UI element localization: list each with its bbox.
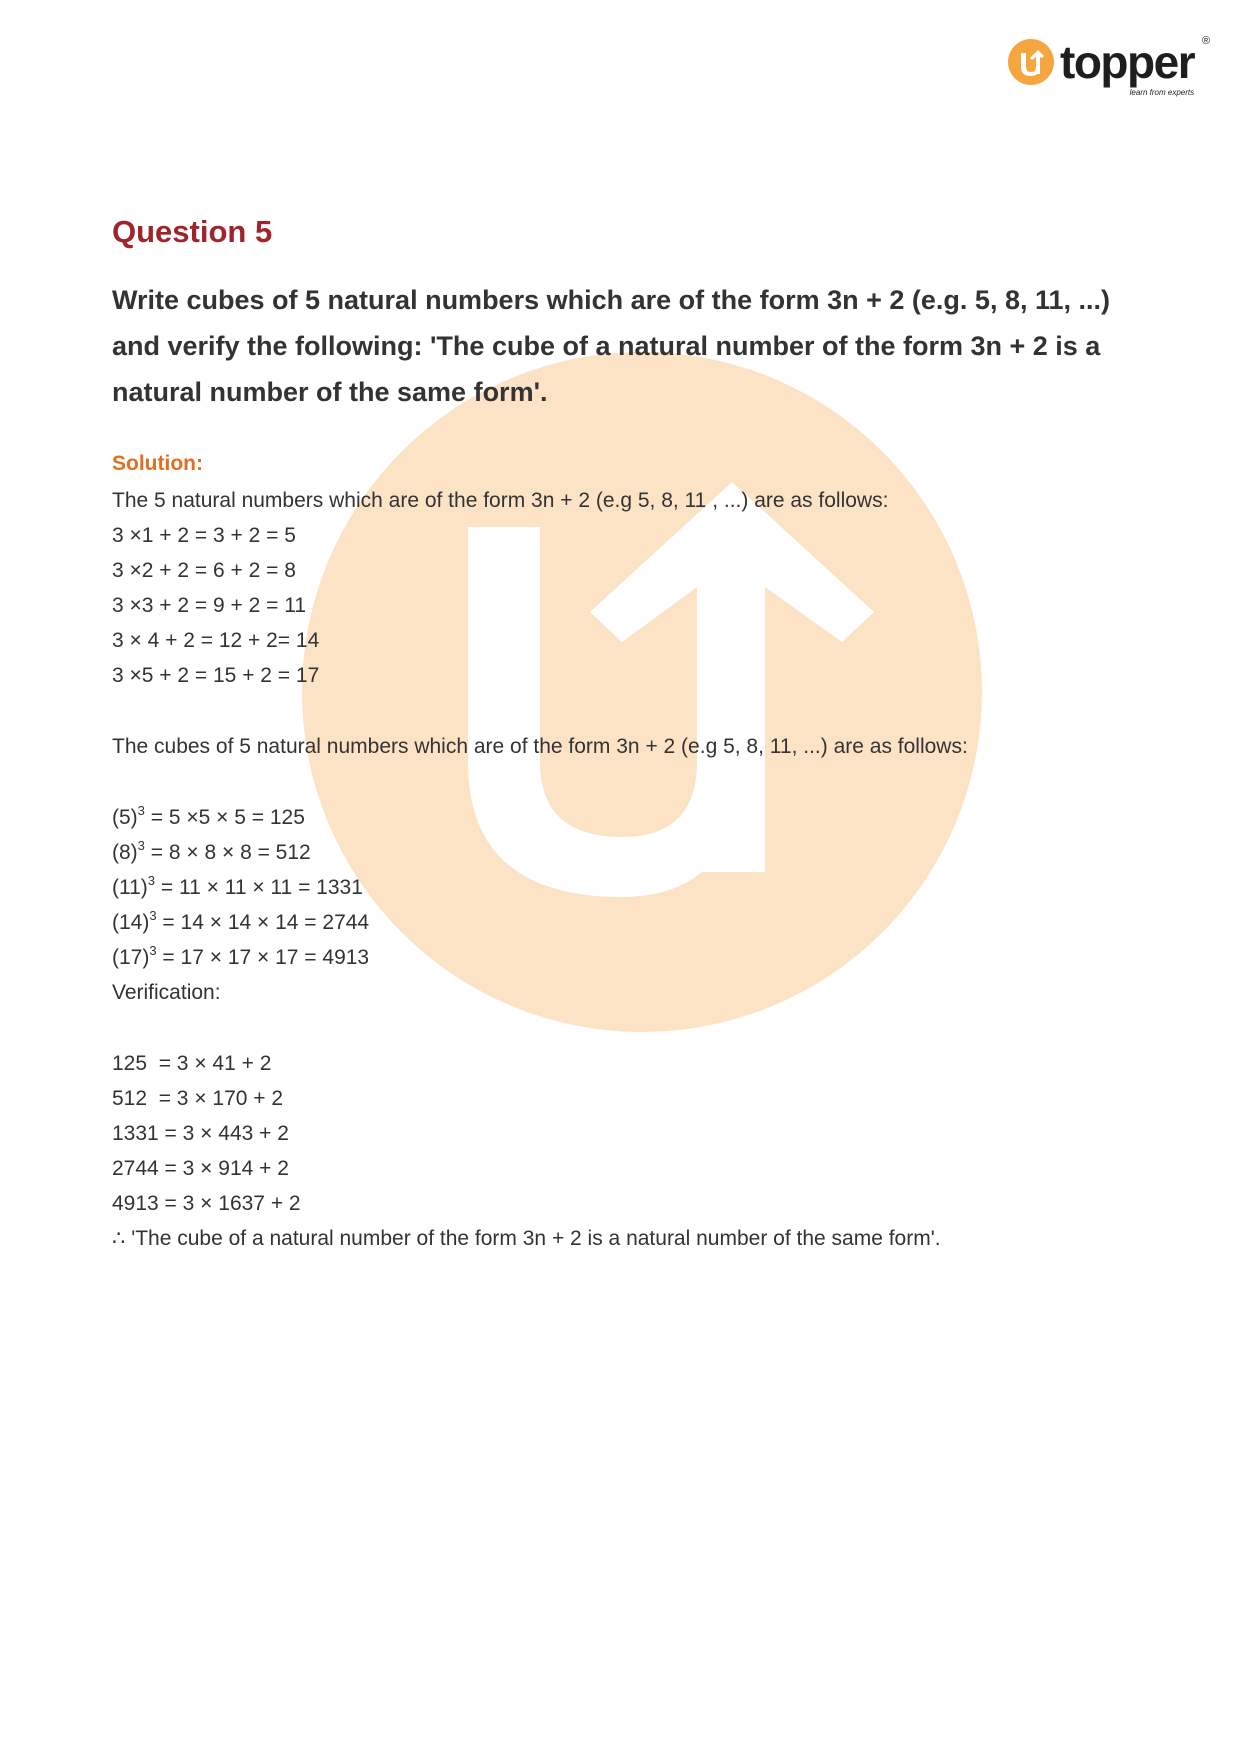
- cubes-intro: The cubes of 5 natural numbers which are of the form 3n + 2 (e.g 5, 8, 11, ...) are as follows:: [112, 735, 968, 758]
- solution-intro: The 5 natural numbers which are of the form 3n + 2 (e.g 5, 8, 11 , ...) are as follows:: [112, 489, 889, 512]
- number-line: 3 × 4 + 2 = 12 + 2= 14: [112, 629, 320, 652]
- verification-line: 125 = 3 × 41 + 2: [112, 1052, 272, 1075]
- verification-line: 2744 = 3 × 914 + 2: [112, 1157, 289, 1180]
- brand-name: topper: [1060, 36, 1195, 88]
- utopper-logo-icon: [1008, 39, 1054, 85]
- verification-line: 4913 = 3 × 1637 + 2: [112, 1192, 301, 1215]
- question-text: Write cubes of 5 natural numbers which are of the form 3n + 2 (e.g. 5, 8, 11, ...) and verify the following: 'The cube of a natural number of the form 3n + 2 is a natural number of the same form'.: [112, 285, 1111, 407]
- conclusion: ∴ 'The cube of a natural number of the form 3n + 2 is a natural number of the same form'.: [112, 1227, 941, 1250]
- cube-line: $(5)^3 = 5 \times 5 \times 5 = 125$: [112, 803, 305, 829]
- watermark-logo-icon: [302, 352, 982, 1032]
- cube-line: $(14)^3 = 14 \times 14 \times 14 = 2744$: [112, 908, 370, 934]
- question-title: Question 5: [112, 214, 273, 249]
- number-line: 3 ×5 + 2 = 15 + 2 = 17: [112, 664, 320, 687]
- cube-line: $(11)^3 = 11 \times 11 \times 11 = 1331$: [112, 873, 363, 899]
- number-line: 3 ×3 + 2 = 9 + 2 = 11: [112, 594, 307, 617]
- brand-logo: [1008, 34, 1211, 97]
- verification-line: 1331 = 3 × 443 + 2: [112, 1122, 289, 1145]
- cube-line: $(17)^3 = 17 \times 17 \times 17 = 4913$: [112, 943, 370, 969]
- verification-line: 512 = 3 × 170 + 2: [112, 1087, 284, 1110]
- cube-line: $(8)^3 = 8 \times 8 \times 8 = 512$: [112, 838, 311, 864]
- registered-mark: ®: [1202, 35, 1211, 47]
- number-line: 3 ×2 + 2 = 6 + 2 = 8: [112, 559, 296, 582]
- number-line: 3 ×1 + 2 = 3 + 2 = 5: [112, 524, 296, 547]
- verification-label: Verification:: [112, 981, 221, 1004]
- solution-label: Solution:: [112, 452, 203, 475]
- brand-tagline: learn from experts: [1129, 88, 1195, 97]
